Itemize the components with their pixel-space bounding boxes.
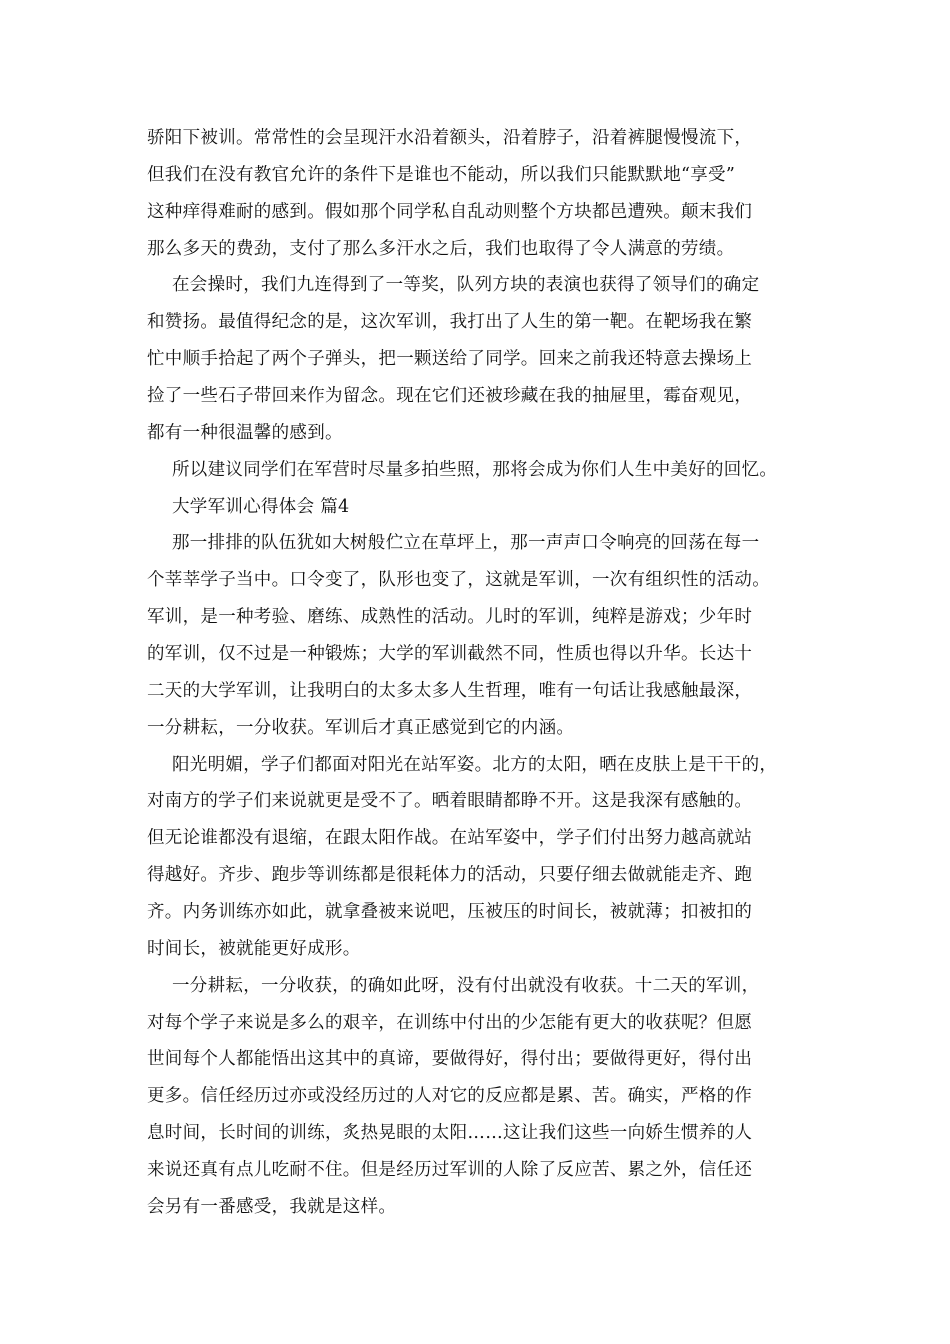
text-line: 会另有一番感受，我就是这样。: [147, 1197, 397, 1217]
text-line: 但我们在没有教官允许的条件下是谁也不能动，所以我们只能默默地“享受”: [147, 165, 736, 185]
text-line: 都有一种很温馨的感到。: [147, 423, 343, 443]
text-line: 那么多天的费劲，支付了那么多汗水之后，我们也取得了令人满意的劳绩。: [147, 239, 735, 259]
paragraph-start-line: 一分耕耘，一分收获，的确如此呀，没有付出就没有收获。十二天的军训，: [172, 976, 760, 996]
text-line: 息时间，长时间的训练，炙热晃眼的太阳……这让我们这些一向娇生惯养的人: [147, 1123, 753, 1143]
text-line: 骄阳下被训。常常性的会呈现汗水沿着额头，沿着脖子，沿着裤腿慢慢流下，: [147, 128, 753, 148]
text-line: 更多。信任经历过亦或没经历过的人对它的反应都是累、苦。确实，严格的作: [147, 1086, 753, 1106]
text-line: 来说还真有点儿吃耐不住。但是经历过军训的人除了反应苦、累之外，信任还: [147, 1160, 753, 1180]
text-line: 军训，是一种考验、磨练、成熟性的活动。儿时的军训，纯粹是游戏；少年时: [147, 607, 753, 627]
text-line: 一分耕耘，一分收获。军训后才真正感觉到它的内涵。: [147, 718, 575, 738]
text-line: 个莘莘学子当中。口令变了，队形也变了，这就是军训，一次有组织性的活动。: [147, 570, 770, 590]
text-line: 世间每个人都能悟出这其中的真谛，要做得好，得付出；要做得更好，得付出: [147, 1049, 753, 1069]
text-line: 这种痒得难耐的感到。假如那个同学私自乱动则整个方块都邑遭殃。颠末我们: [147, 202, 753, 222]
paragraph-start-line: 那一排排的队伍犹如大树般伫立在草坪上，那一声声口令响亮的回荡在每一: [172, 533, 760, 553]
text-line: 时间长，被就能更好成形。: [147, 939, 361, 959]
text-line: 二天的大学军训，让我明白的太多太多人生哲理，唯有一句话让我感触最深，: [147, 681, 753, 701]
paragraph-start-line: 所以建议同学们在军营时尽量多拍些照，那将会成为你们人生中美好的回忆。: [172, 460, 778, 480]
text-line: 但无论谁都没有退缩，在跟太阳作战。在站军姿中，学子们付出努力越高就站: [147, 828, 753, 848]
section-heading: 大学军训心得体会 篇4: [172, 497, 350, 517]
text-line: 齐。内务训练亦如此，就拿叠被来说吧，压被压的时间长，被就薄；扣被扣的: [147, 902, 753, 922]
paragraph-start-line: 在会操时，我们九连得到了一等奖，队列方块的表演也获得了领导们的确定: [172, 275, 760, 295]
text-line: 忙中顺手拾起了两个子弹头，把一颗送给了同学。回来之前我还特意去操场上: [147, 349, 753, 369]
text-line: 对每个学子来说是多么的艰辛，在训练中付出的少怎能有更大的收获呢？但愿: [147, 1013, 753, 1033]
paragraph-start-line: 阳光明媚，学子们都面对阳光在站军姿。北方的太阳，晒在皮肤上是干干的，: [172, 755, 778, 775]
text-line: 对南方的学子们来说就更是受不了。晒着眼睛都睁不开。这是我深有感触的。: [147, 791, 753, 811]
text-line: 得越好。齐步、跑步等训练都是很耗体力的活动，只要仔细去做就能走齐、跑: [147, 865, 753, 885]
text-line: 和赞扬。最值得纪念的是，这次军训，我打出了人生的第一靶。在靶场我在繁: [147, 312, 753, 332]
text-line: 的军训，仅不过是一种锻炼；大学的军训截然不同，性质也得以升华。长达十: [147, 644, 753, 664]
text-line: 捡了一些石子带回来作为留念。现在它们还被珍藏在我的抽屉里，霉奋观见，: [147, 386, 753, 406]
